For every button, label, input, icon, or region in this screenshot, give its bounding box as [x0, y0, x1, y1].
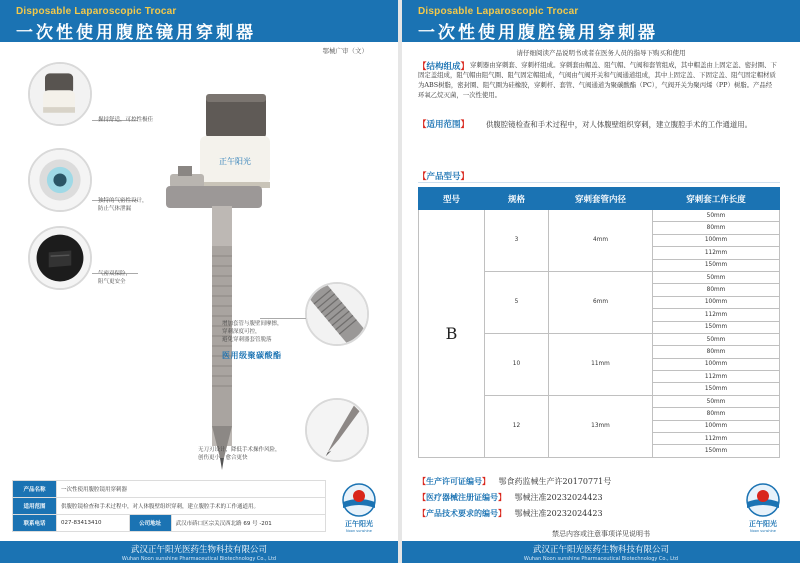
col-header-length: 穿刺套工作长度 — [653, 188, 780, 210]
length-cell: 150mm — [653, 383, 780, 395]
license-value: 鄂食药监械生产许20170771号 — [498, 477, 612, 486]
col-header-diameter: 穿刺套管内径 — [549, 188, 653, 210]
length-cell: 80mm — [653, 408, 780, 420]
callout-valve — [98, 271, 131, 287]
leader-line — [260, 318, 306, 319]
registration-label: 【医疗器械注册证编号】 — [418, 493, 506, 502]
scope-heading: 【适用范围】 — [418, 120, 470, 130]
length-cell: 50mm — [653, 271, 780, 283]
spec-cell: 5 — [485, 271, 549, 333]
company-name-cn: 武汉正午阳光医药生物科技有限公司 — [532, 545, 669, 555]
company-name-en: Wuhan Noon sunshine Pharmaceutical Biotechnology Co., Ltd — [523, 556, 679, 562]
title-en: Disposable Laparoscopic Trocar — [418, 6, 579, 17]
length-cell: 100mm — [653, 358, 780, 370]
table-row — [13, 498, 326, 515]
structure-heading: 【结构组成】 — [418, 62, 470, 72]
length-cell: 150mm — [653, 445, 780, 457]
diameter-cell: 4mm — [549, 210, 653, 272]
callout-text: 阻气更安全 — [98, 278, 126, 285]
seal-detail-image — [28, 148, 92, 212]
title-en: Disposable Laparoscopic Trocar — [16, 6, 177, 17]
trocar-product-image — [120, 86, 270, 476]
standard-value: 鄂械注准20232024423 — [514, 509, 603, 518]
scope-value: 供腹腔镜检查和手术过程中，对人体腹壁组织穿刺，建立腹腔手术的工作通道用。 — [57, 498, 326, 515]
model-heading-text: 产品型号 — [426, 172, 461, 182]
table-header-row — [419, 188, 780, 210]
header-band — [402, 0, 800, 42]
col-header-spec: 规格 — [485, 188, 549, 210]
contraindication-notice: 禁忌内容或注意事项详见说明书 — [552, 530, 650, 538]
callout-grip — [98, 117, 153, 125]
header-band — [0, 0, 398, 42]
purchase-notice: 请仔细阅读产品说明书或者在医务人员的指导下购买和使用 — [516, 49, 686, 57]
product-name-label: 产品名称 — [13, 481, 57, 498]
standard-row — [418, 508, 603, 519]
registration-value: 鄂械注准20232024423 — [514, 493, 603, 502]
brand-name-cn: 正午阳光 — [345, 520, 373, 528]
diameter-cell: 13mm — [549, 395, 653, 457]
standard-label: 【产品技术要求的编号】 — [418, 509, 506, 518]
length-cell: 112mm — [653, 309, 780, 321]
col-header-model: 型号 — [419, 188, 485, 210]
callout-seal — [98, 198, 148, 214]
model-cell: B — [419, 210, 485, 458]
brand-name-cn: 正午阳光 — [749, 520, 777, 528]
length-cell: 150mm — [653, 259, 780, 271]
callout-text: 增加套管与腹壁间摩擦， — [222, 321, 283, 327]
diameter-cell: 6mm — [549, 271, 653, 333]
title-cn: 一次性使用腹腔镜用穿刺器 — [418, 23, 658, 43]
spec-cell: 10 — [485, 333, 549, 395]
address-label: 公司地址 — [129, 515, 171, 532]
callout-text: 独特的气密性设计， — [98, 198, 148, 204]
callout-text: 避免穿刺器套管脱落 — [222, 336, 272, 343]
section-divider — [418, 182, 780, 183]
callout-tip — [198, 447, 281, 463]
length-cell: 100mm — [653, 296, 780, 308]
footer-band — [402, 541, 800, 563]
product-name-value: 一次性使用腹腔镜用穿刺器 — [57, 481, 326, 498]
callout-text: 无刀刃设计，降低手术操作风险， — [198, 447, 281, 453]
length-cell: 112mm — [653, 433, 780, 445]
length-cell: 150mm — [653, 321, 780, 333]
right-page — [402, 0, 800, 563]
registration-label-text: 医疗器械注册证编号 — [426, 493, 498, 502]
length-cell: 80mm — [653, 284, 780, 296]
title-cn: 一次性使用腹腔镜用穿刺器 — [16, 23, 256, 43]
ad-approval-stamp: 鄂械广审（文） — [322, 47, 368, 55]
callout-thread — [222, 321, 283, 345]
thread-detail-image — [305, 282, 369, 346]
scope-label: 适用范围 — [13, 498, 57, 515]
diameter-cell: 11mm — [549, 333, 653, 395]
scope-heading-text: 适用范围 — [426, 120, 461, 130]
company-name-en: Wuhan Noon sunshine Pharmaceutical Biotechnology Co., Ltd — [121, 556, 277, 562]
callout-text: 穿刺深度可控， — [222, 328, 261, 335]
structure-text: 穿刺器由穿刺套、穿刺杆组成。穿刺套由帽盖、阻气帽、气阀和套管组成，其中帽盖由上固定盖、密封圈、下固定盖组成，阻气帽由阻气圈、阻气固定帽组成，气阀由气阀开关和气阀通道组成，其中上固定盖、下固定盖、阻气固定帽材质为ABS树脂，密封圈、阻气圈为硅橡胶，穿刺杆、套管、气阀通道为聚碳酸酯（PC），气阀开关为聚丙烯（PP）树脂。产品经环氧乙烷灭菌，一次性使用。 — [418, 61, 777, 99]
length-cell: 100mm — [653, 234, 780, 246]
brand-name-en: Noon sunshine — [346, 529, 372, 533]
length-cell: 112mm — [653, 371, 780, 383]
company-name-cn: 武汉正午阳光医药生物科技有限公司 — [130, 545, 267, 555]
length-cell: 50mm — [653, 333, 780, 345]
brand-logo — [334, 482, 384, 540]
length-cell: 50mm — [653, 395, 780, 407]
structure-heading-text: 结构组成 — [426, 62, 461, 72]
length-cell: 80mm — [653, 222, 780, 234]
callout-text: 防止气体泄漏 — [98, 205, 132, 212]
standard-label-text: 产品技术要求的编号 — [426, 509, 498, 518]
table-row — [419, 210, 780, 222]
table-row — [13, 515, 326, 532]
left-page — [0, 0, 398, 563]
sun-logo-icon — [341, 482, 377, 518]
spec-table-body — [419, 210, 780, 458]
callout-text: 创伤更小，愈合更快 — [198, 454, 248, 461]
spec-cell: 12 — [485, 395, 549, 457]
length-cell: 50mm — [653, 210, 780, 222]
phone-value: 027-83413410 — [57, 515, 130, 532]
license-label-text: 生产许可证编号 — [426, 477, 482, 486]
model-heading: 【产品型号】 — [418, 172, 470, 182]
brand-name-en: Noon sunshine — [750, 529, 776, 533]
footer-band — [0, 541, 398, 563]
callout-text: 气密双保险， — [98, 271, 132, 277]
sun-logo-icon — [745, 482, 781, 518]
spec-table — [418, 187, 780, 458]
cap-detail-image — [28, 62, 92, 126]
length-cell: 80mm — [653, 346, 780, 358]
valve-detail-image — [28, 226, 92, 290]
product-info-table — [12, 480, 326, 532]
license-label: 【生产许可证编号】 — [418, 477, 490, 486]
license-row — [418, 476, 611, 487]
length-cell: 112mm — [653, 247, 780, 259]
phone-label: 联系电话 — [13, 515, 57, 532]
length-cell: 100mm — [653, 420, 780, 432]
scope-text: 供腹腔镜检查和手术过程中，对人体腹壁组织穿刺，建立腹腔手术的工作通道用。 — [486, 120, 753, 129]
material-label: 医用级聚碳酸酯 — [222, 351, 282, 360]
tip-detail-image — [305, 398, 369, 462]
registration-row — [418, 492, 603, 503]
svg-text:正午阳光: 正午阳光 — [219, 157, 251, 166]
callout-text: 握持舒适，可控性极佳 — [98, 117, 154, 123]
address-value: 武汉市硚口区宗关汉西北路 69 号 -201 — [171, 515, 325, 532]
spec-cell: 3 — [485, 210, 549, 272]
table-row — [13, 481, 326, 498]
